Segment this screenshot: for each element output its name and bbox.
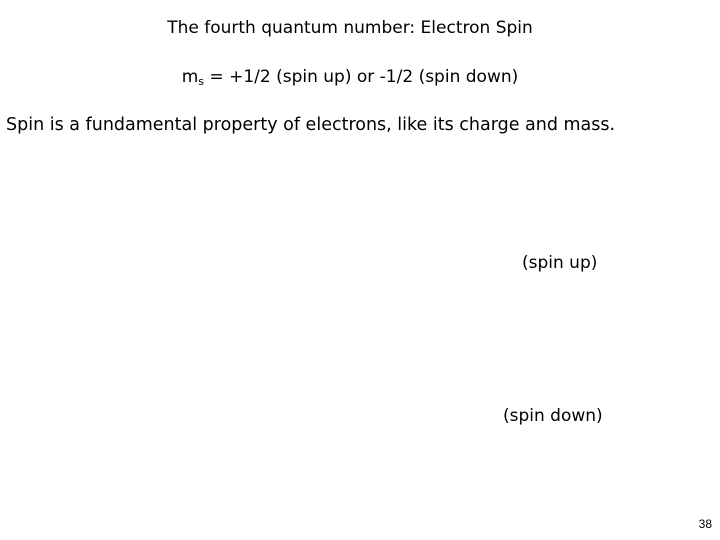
slide-title: The fourth quantum number: Electron Spin <box>167 18 533 38</box>
formula-subscript: s <box>198 75 205 88</box>
spin-up-label: (spin up) <box>522 253 598 273</box>
page-number: 38 <box>698 517 712 531</box>
spin-property-statement: Spin is a fundamental property of electrons, like its charge and mass. <box>6 115 616 135</box>
formula-symbol: m <box>181 67 199 87</box>
formula-values: = +1/2 (spin up) or -1/2 (spin down) <box>204 67 519 87</box>
spin-down-label: (spin down) <box>503 406 603 426</box>
spin-quantum-number-formula <box>0 67 700 87</box>
